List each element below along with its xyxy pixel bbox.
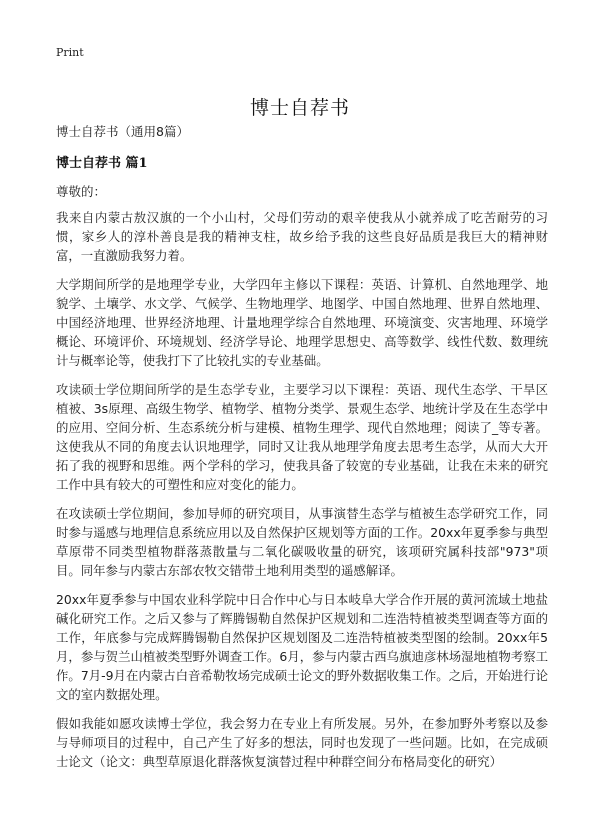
paragraph-4: 在攻读硕士学位期间，参加导师的研究项目，从事演替生态学与植被生态学研究工作，同时参与遥感与地理信息系统应用以及自然保护区规划等方面的工作。20xx年夏季参与典型草原带不同类型植物群落蒸散量与二氧化碳吸收量的研究，该项研究属科技部"973"项目。同年参与内蒙古东部农牧交错带土地利用类型的遥感解译。 [56, 506, 548, 578]
page-title: 博士自荐书 [249, 96, 350, 119]
paragraph-3: 攻读硕士学位期间所学的是生态学专业，主要学习以下课程：英语、现代生态学、干旱区植被、3s原理、高级生物学、植物学、植物分类学、景观生态学、地统计学及在生态学中的应用、空间分析、生态系统分析与建模、植物生理学、现代自然地理；阅读了_等专著。这使我从不同的角度去认识地理学，同时又让我从地理学角度去思考生态学，从而大大开拓了我的视野和思维。两个学科的学习，使我具备了较宽的专业基础，让我在未来的研究工作中具有较大的可塑性和应对变化的能力。 [56, 382, 548, 492]
paragraph-5: 20xx年夏季参与中国农业科学院中日合作中心与日本岐阜大学合作开展的黄河流域土地盐碱化研究工作。之后又参与了辉腾锡勒自然保护区规划和二连浩特植被类型调查等方面的工作，年底参与完成辉腾锡勒自然保护区规划图及二连浩特植被类型图的绘制。20xx年5月，参与贺兰山植被类型野外调查工作。6月，参与内蒙古西乌旗迪彦林场湿地植物考察工作。7月-9月在内蒙古白音希勒牧场完成硕士论文的野外数据收集工作。之后，开始进行论文的室内数据处理。 [56, 592, 548, 702]
paragraph-2: 大学期间所学的是地理学专业，大学四年主修以下课程：英语、计算机、自然地理学、地貌学、土壤学、水文学、气候学、生物地理学、地图学、中国自然地理、世界自然地理、中国经济地理、世界经济地理、计量地理学综合自然地理、环境演变、灾害地理、环境学概论、环境评价、环境规划、经济学导论、地理学思想史、高等数学、线性代数、数理统计与概率论等，使我打下了比较扎实的专业基础。 [56, 277, 548, 368]
paragraph-6: 假如我能如愿攻读博士学位，我会努力在专业上有所发展。另外，在参加野外考察以及参与导师项目的过程中，自己产生了好多的想法，同时也发现了一些问题。比如，在完成硕士论文（论文：典型草原退化群落恢复演替过程中种群空间分布格局变化的研究） [56, 716, 548, 769]
section-heading: 博士自荐书 篇1 [56, 156, 148, 171]
document-subtitle: 博士自荐书（通用8篇） [56, 124, 189, 139]
print-link[interactable]: Print [56, 46, 84, 59]
salutation: 尊敬的： [56, 184, 107, 199]
paragraph-1: 我来自内蒙古敖汉旗的一个小山村，父母们劳动的艰辛使我从小就养成了吃苦耐劳的习惯，家乡人的淳朴善良是我的精神支柱，故乡给予我的这些良好品质是我巨大的精神财富，一直激励我努力着。 [56, 210, 548, 263]
letter-body [56, 208, 548, 781]
